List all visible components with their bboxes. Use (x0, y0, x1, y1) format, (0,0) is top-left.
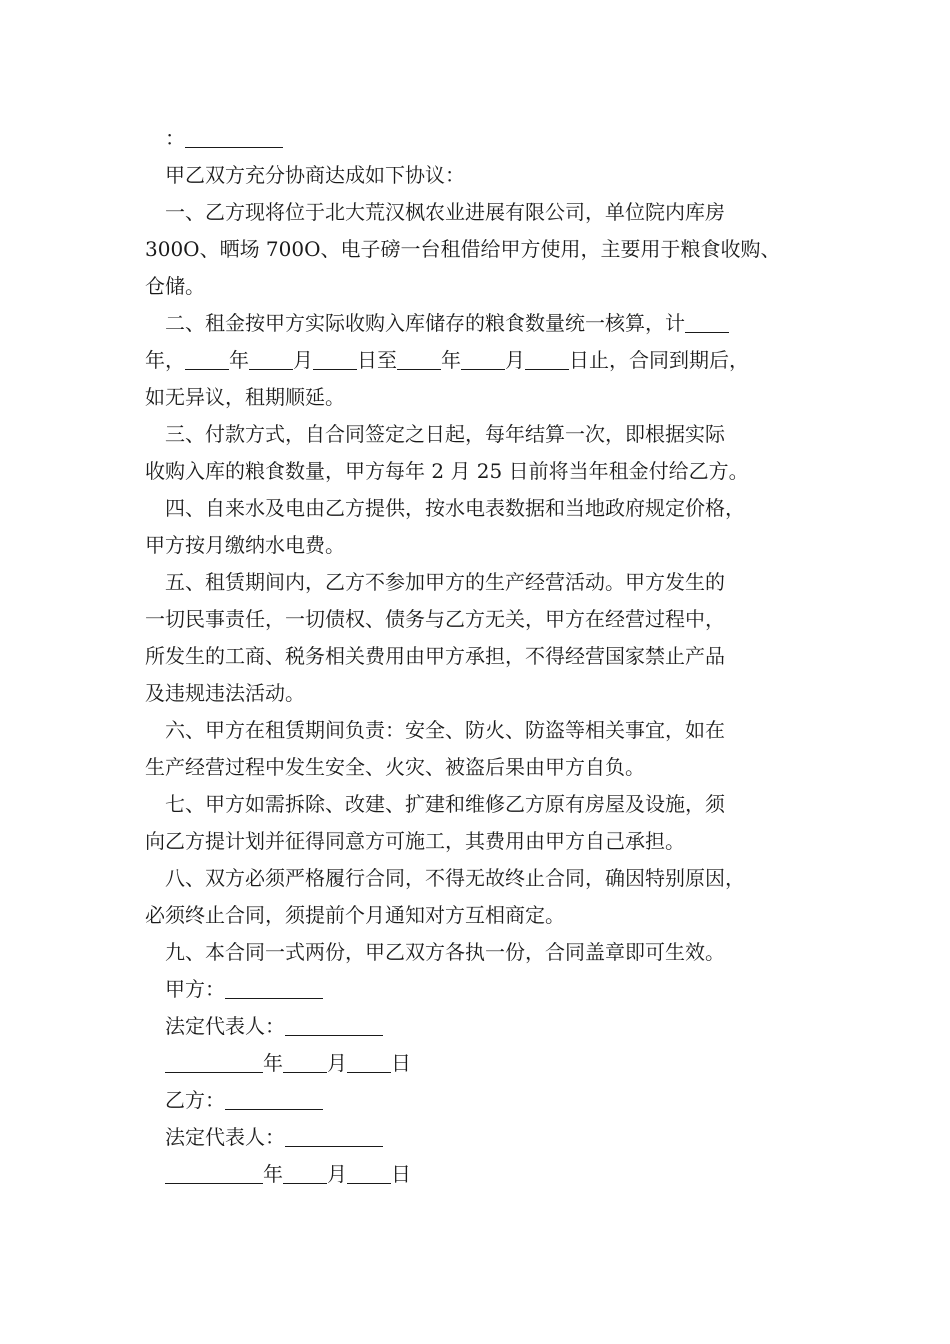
clause-4-line-2: 甲方按月缴纳水电费。 (145, 533, 345, 557)
clause-1-line-2: 300O、晒场 700O、电子磅一台租借给甲方使用，主要用于粮食收购、 (145, 237, 781, 261)
clause-5-line-1: 五、租赁期间内，乙方不参加甲方的生产经营活动。甲方发生的 (165, 570, 725, 594)
month-b-blank (283, 1161, 327, 1184)
clause-2-line-3: 如无异议，租期顺延。 (145, 385, 345, 409)
month-label: 月 (293, 348, 313, 372)
year-a-blank (165, 1050, 263, 1073)
party-b-line (145, 1082, 825, 1119)
party-a-line (145, 971, 825, 1008)
day-label: 日 (391, 1162, 411, 1186)
month-a-blank (283, 1050, 327, 1073)
month-label: 月 (327, 1162, 347, 1186)
party-a-blank (225, 976, 323, 999)
clause-5-line-3: 所发生的工商、税务相关费用由甲方承担，不得经营国家禁止产品 (145, 644, 725, 668)
rep-b-line (145, 1119, 825, 1156)
clause-6-line-2: 生产经营过程中发生安全、火灾、被盗后果由甲方自负。 (145, 755, 645, 779)
month-label: 月 (327, 1051, 347, 1075)
day-label: 日 (391, 1051, 411, 1075)
blank-field (249, 347, 293, 370)
clause-2-text: 日止，合同到期后， (569, 348, 749, 372)
party-b-label: 乙方： (165, 1088, 225, 1112)
clause-2-text: 年， (145, 348, 185, 372)
clause-3-line-1: 三、付款方式，自合同签定之日起，每年结算一次，即根据实际 (165, 422, 725, 446)
party-a-label: 甲方： (165, 977, 225, 1001)
colon: ： (165, 126, 185, 150)
clause-6-line-1: 六、甲方在租赁期间负责：安全、防火、防盗等相关事宜，如在 (165, 718, 725, 742)
date-a-line (145, 1045, 825, 1082)
clause-7-line-2: 向乙方提计划并征得同意方可施工，其费用由甲方自己承担。 (145, 829, 685, 853)
clause-8-line-2: 必须终止合同，须提前个月通知对方互相商定。 (145, 903, 565, 927)
day-label: 日至 (357, 348, 397, 372)
blank-field (397, 347, 441, 370)
rep-b-label: 法定代表人： (165, 1125, 285, 1149)
date-b-line (145, 1156, 825, 1193)
blank-field (185, 347, 229, 370)
rep-b-blank (285, 1124, 383, 1147)
rep-a-label: 法定代表人： (165, 1014, 285, 1038)
party-b-blank (225, 1087, 323, 1110)
clause-3-line-2: 收购入库的粮食数量，甲方每年 2 月 25 日前将当年租金付给乙方。 (145, 459, 749, 483)
blank-field (313, 347, 357, 370)
year-label: 年 (263, 1051, 283, 1075)
clause-4-line-1: 四、自来水及电由乙方提供，按水电表数据和当地政府规定价格， (165, 496, 745, 520)
clause-5-line-2: 一切民事责任，一切债权、债务与乙方无关，甲方在经营过程中， (145, 607, 725, 631)
clause-9-line: 九、本合同一式两份，甲乙双方各执一份，合同盖章即可生效。 (165, 940, 725, 964)
intro-line: 甲乙双方充分协商达成如下协议： (165, 163, 465, 187)
clause-2-text: 二、租金按甲方实际收购入库储存的粮食数量统一核算，计 (165, 311, 685, 335)
year-b-blank (165, 1161, 263, 1184)
year-label: 年 (263, 1162, 283, 1186)
clause-2-line-2 (145, 342, 825, 379)
lead-line (145, 120, 825, 157)
blank-field (525, 347, 569, 370)
clause-5-line-4: 及违规违法活动。 (145, 681, 305, 705)
contract-body (145, 120, 825, 1193)
blank-field (685, 310, 729, 333)
year-label: 年 (441, 348, 461, 372)
day-a-blank (347, 1050, 391, 1073)
rep-a-blank (285, 1013, 383, 1036)
clause-2-line-1 (145, 305, 825, 342)
day-b-blank (347, 1161, 391, 1184)
blank-field (461, 347, 505, 370)
rep-a-line (145, 1008, 825, 1045)
blank-field (185, 125, 283, 148)
clause-1-line-1: 一、乙方现将位于北大荒汉枫农业进展有限公司，单位院内库房 (165, 200, 725, 224)
clause-7-line-1: 七、甲方如需拆除、改建、扩建和维修乙方原有房屋及设施，须 (165, 792, 725, 816)
month-label: 月 (505, 348, 525, 372)
clause-1-line-3: 仓储。 (145, 274, 205, 298)
year-label: 年 (229, 348, 249, 372)
clause-8-line-1: 八、双方必须严格履行合同，不得无故终止合同，确因特别原因， (165, 866, 745, 890)
